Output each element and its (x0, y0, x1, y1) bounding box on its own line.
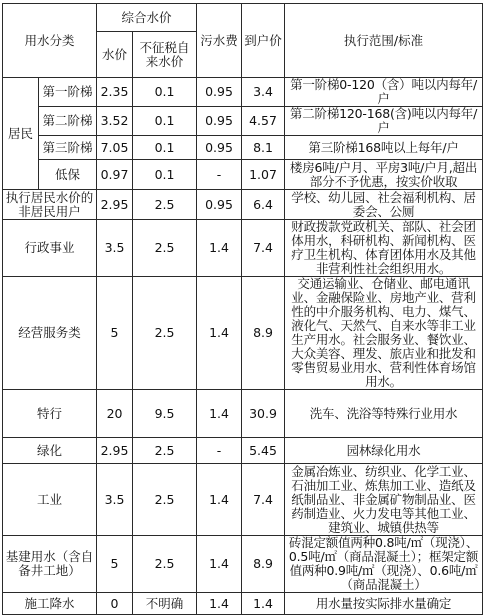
non-tax-cell: 0.1 (133, 136, 197, 160)
sewage-cell: 0.95 (197, 107, 242, 136)
water-price-cell: 7.05 (97, 136, 133, 160)
non-tax-cell: 2.5 (133, 220, 197, 277)
header-composite-price: 综合水价 (97, 4, 197, 32)
table-row-resident-low-income (3, 160, 483, 190)
table-row-greening (3, 438, 483, 464)
water-price-cell: 2.95 (97, 438, 133, 464)
header-delivered-price: 到户价 (242, 4, 285, 78)
table-row-resident-tier1 (3, 78, 483, 107)
sewage-cell: 0.95 (197, 190, 242, 220)
sewage-cell: 0.95 (197, 78, 242, 107)
total-cell: 30.9 (242, 390, 285, 438)
table-row-administrative (3, 220, 483, 277)
header-row-1 (3, 4, 483, 32)
scope-cell: 砖混定额值两种0.8吨/㎡（现浇）、0.5吨/㎡（商品混凝土）；框架定额值两种0.9吨/㎡（现浇）、0.6吨/㎡（商品混凝土） (285, 536, 483, 593)
water-price-cell: 0 (97, 593, 133, 615)
sewage-cell: 0.95 (197, 136, 242, 160)
category-label: 基建用水（含自备井工地） (3, 536, 97, 593)
water-price-cell: 20 (97, 390, 133, 438)
non-tax-cell: 9.5 (133, 390, 197, 438)
scope-cell: 第一阶梯0-120（含）吨以内每年/户 (285, 78, 483, 107)
water-price-cell: 2.95 (97, 190, 133, 220)
scope-cell: 学校、幼儿园、社会福利机构、居委会、公厕 (285, 190, 483, 220)
total-cell: 5.45 (242, 438, 285, 464)
scope-cell: 第二阶梯120-168(含)吨以内每年/户 (285, 107, 483, 136)
water-tariff-table (2, 3, 483, 615)
water-price-cell: 2.35 (97, 78, 133, 107)
total-cell: 1.4 (242, 593, 285, 615)
non-tax-cell: 不明确 (133, 593, 197, 615)
scope-cell: 财政拨款党政机关、部队、社会团体用水，科研机构、新闻机构、医疗卫生机构、体育团体用水及其他非营利性社会组织用水。 (285, 220, 483, 277)
total-cell: 7.4 (242, 464, 285, 536)
category-label: 工业 (3, 464, 97, 536)
category-label: 行政事业 (3, 220, 97, 277)
total-cell: 8.1 (242, 136, 285, 160)
tier-label: 第二阶梯 (39, 107, 97, 136)
tier-label: 第一阶梯 (39, 78, 97, 107)
non-tax-cell: 0.1 (133, 160, 197, 190)
total-cell: 8.9 (242, 536, 285, 593)
total-cell: 7.4 (242, 220, 285, 277)
header-non-tax: 不征税自来水价 (133, 32, 197, 78)
table-row-nonresident-at-resident-price (3, 190, 483, 220)
tier-label: 第三阶梯 (39, 136, 97, 160)
table-row-special-industry (3, 390, 483, 438)
header-scope: 执行范围/标准 (285, 4, 483, 78)
total-cell: 3.4 (242, 78, 285, 107)
non-tax-cell: 0.1 (133, 78, 197, 107)
sewage-cell: 1.4 (197, 220, 242, 277)
water-price-cell: 3.5 (97, 220, 133, 277)
table-row-resident-tier2 (3, 107, 483, 136)
sewage-cell: - (197, 438, 242, 464)
resident-group-label: 居民 (3, 78, 39, 190)
non-tax-cell: 2.5 (133, 464, 197, 536)
scope-cell: 园林绿化用水 (285, 438, 483, 464)
water-price-cell: 3.5 (97, 464, 133, 536)
category-label: 施工降水 (3, 593, 97, 615)
water-price-cell: 0.97 (97, 160, 133, 190)
header-category: 用水分类 (3, 4, 97, 78)
total-cell: 4.57 (242, 107, 285, 136)
category-label: 经营服务类 (3, 277, 97, 390)
non-tax-cell: 2.5 (133, 190, 197, 220)
non-tax-cell: 2.5 (133, 536, 197, 593)
water-price-cell: 3.52 (97, 107, 133, 136)
sewage-cell: 1.4 (197, 593, 242, 615)
sewage-cell: 1.4 (197, 464, 242, 536)
category-label: 特行 (3, 390, 97, 438)
table-row-industry (3, 464, 483, 536)
total-cell: 6.4 (242, 190, 285, 220)
scope-cell: 用水量按实际排水量确定 (285, 593, 483, 615)
water-price-cell: 5 (97, 536, 133, 593)
sewage-cell: - (197, 160, 242, 190)
scope-cell: 洗车、洗浴等特殊行业用水 (285, 390, 483, 438)
total-cell: 8.9 (242, 277, 285, 390)
sewage-cell: 1.4 (197, 536, 242, 593)
tier-label: 低保 (39, 160, 97, 190)
non-tax-cell: 2.5 (133, 438, 197, 464)
table-row-dewatering (3, 593, 483, 615)
header-sewage-fee: 污水费 (197, 4, 242, 78)
non-tax-cell: 2.5 (133, 277, 197, 390)
scope-cell: 第三阶梯168吨以上每年/户 (285, 136, 483, 160)
non-tax-cell: 0.1 (133, 107, 197, 136)
scope-cell: 金属冶炼业、纺织业、化学工业、石油加工业、炼焦加工业、造纸及纸制品业、非金属矿物制品业、医药制造业、火力发电等其他工业、建筑业、城镇供热等 (285, 464, 483, 536)
total-cell: 1.07 (242, 160, 285, 190)
header-water-price: 水价 (97, 32, 133, 78)
sewage-cell: 1.4 (197, 390, 242, 438)
table-row-business-services (3, 277, 483, 390)
scope-cell: 楼房6吨/户月、平房3吨/户月,超出部分不予优惠，按实价收取 (285, 160, 483, 190)
table-row-construction (3, 536, 483, 593)
category-label: 绿化 (3, 438, 97, 464)
sewage-cell: 1.4 (197, 277, 242, 390)
category-label: 执行居民水价的非居民用户 (3, 190, 97, 220)
table-row-resident-tier3 (3, 136, 483, 160)
scope-cell: 交通运输业、仓储业、邮电通讯业、金融保险业、房地产业、营利性的中介服务机构、电力、煤气、液化气、天然气、自来水等非工业生产用水。社会服务业、餐饮业、大众美容、理发、旅店业和批发和零售贸易业用水、营利性体育场馆用水。 (285, 277, 483, 390)
water-price-cell: 5 (97, 277, 133, 390)
